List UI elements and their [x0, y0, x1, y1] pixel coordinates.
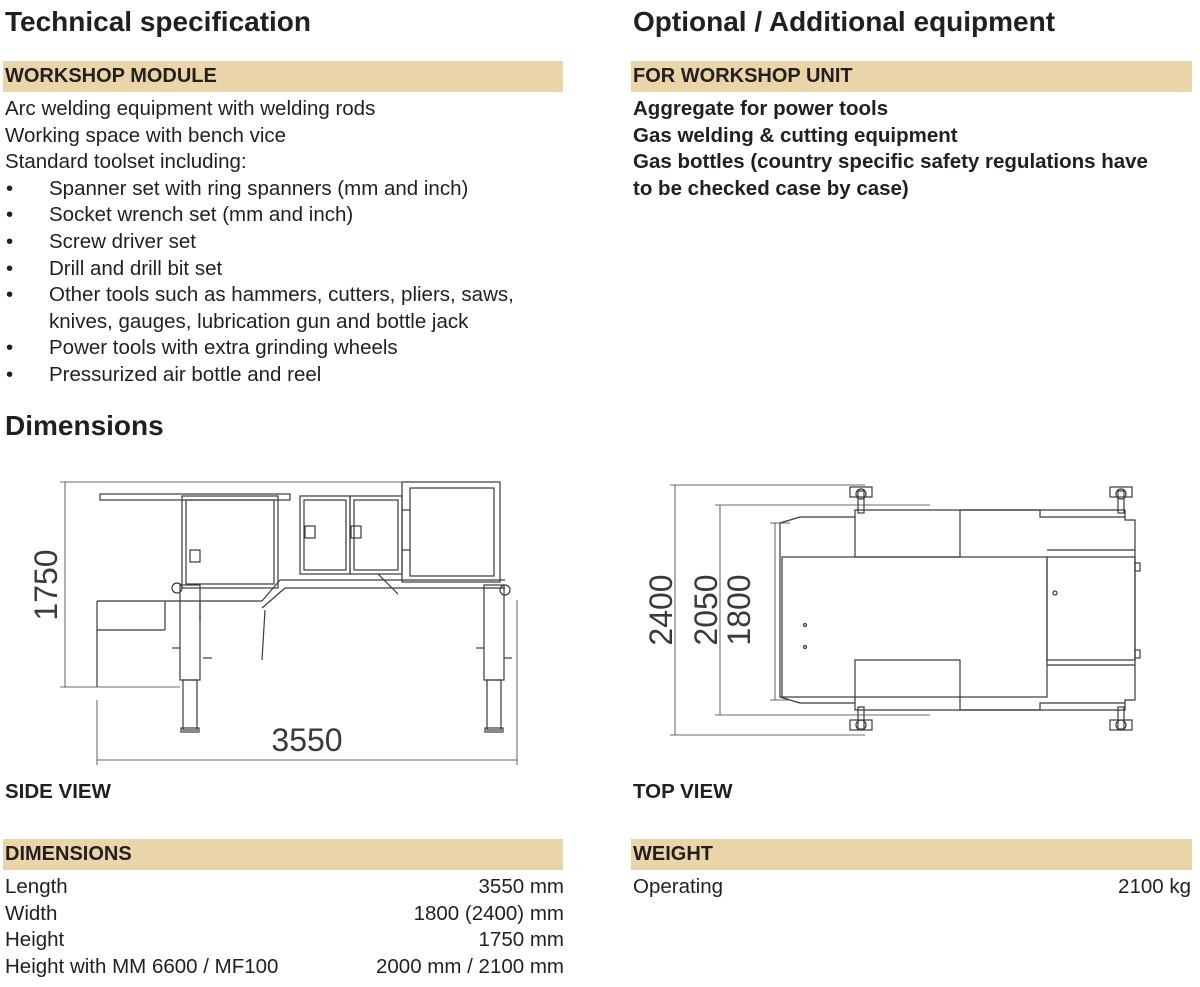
list-item-text: Socket wrench set (mm and inch) — [49, 203, 354, 227]
dimensions-table-header: DIMENSIONS — [3, 839, 563, 870]
list-item-text: Spanner set with ring spanners (mm and inch) — [49, 176, 469, 200]
top-width-label-2050: 2050 — [688, 574, 724, 646]
row-label: Height — [5, 928, 65, 952]
equipment-line: Gas welding & cutting equipment — [633, 123, 958, 147]
spec-line: Arc welding equipment with welding rods — [5, 97, 376, 120]
table-row — [5, 954, 564, 981]
table-row — [5, 927, 564, 954]
list-item — [5, 282, 565, 309]
equipment-line: to be checked case by case) — [633, 176, 909, 200]
bullet: • — [6, 283, 14, 307]
side-height-label: 1750 — [28, 549, 64, 621]
side-view-drawing — [0, 470, 560, 770]
optional-equipment-content — [633, 96, 1195, 202]
list-item — [5, 176, 565, 203]
row-value: 2000 mm / 2100 mm — [376, 954, 564, 978]
bullet: • — [6, 336, 14, 360]
equipment-line: Gas bottles (country specific safety regulations have — [633, 150, 1148, 174]
list-item-text: Other tools such as hammers, cutters, pliers, saws, — [49, 283, 514, 307]
workshop-module-bar: WORKSHOP MODULE — [3, 61, 563, 92]
side-view-caption: SIDE VIEW — [5, 780, 111, 803]
list-item-text: Screw driver set — [49, 229, 196, 253]
workshop-module-content — [5, 96, 565, 389]
list-item-continuation — [5, 309, 565, 336]
list-item — [5, 256, 565, 283]
bullet: • — [6, 362, 14, 386]
row-label: Height with MM 6600 / MF100 — [5, 954, 279, 978]
table-row — [5, 874, 564, 901]
row-label: Operating — [633, 875, 724, 898]
list-item-text: Drill and drill bit set — [49, 256, 223, 280]
dimensions-heading: Dimensions — [5, 410, 164, 441]
equipment-line: Aggregate for power tools — [633, 97, 889, 120]
top-width-label-1800: 1800 — [721, 574, 757, 646]
row-value: 1800 (2400) mm — [413, 901, 564, 925]
bullet: • — [6, 256, 14, 280]
technical-specification-title: Technical specification — [5, 6, 312, 37]
row-value: 3550 mm — [478, 875, 564, 898]
for-workshop-unit-bar: FOR WORKSHOP UNIT — [631, 61, 1192, 92]
top-width-label-2400: 2400 — [643, 574, 679, 646]
bullet: • — [6, 229, 14, 253]
row-label: Length — [5, 875, 68, 898]
weight-table-header: WEIGHT — [631, 839, 1192, 870]
row-label: Width — [5, 901, 58, 925]
weight-table — [633, 874, 1191, 901]
optional-equipment-title: Optional / Additional equipment — [633, 6, 1056, 37]
list-item — [5, 202, 565, 229]
spec-line: Standard toolset including: — [5, 150, 247, 174]
list-item — [5, 335, 565, 362]
row-value: 1750 mm — [478, 928, 564, 952]
list-item — [5, 229, 565, 256]
list-item — [5, 362, 565, 389]
row-value: 2100 kg — [1118, 875, 1191, 898]
top-view-drawing — [630, 475, 1200, 745]
bullet: • — [6, 176, 14, 200]
list-item-text: Pressurized air bottle and reel — [49, 362, 322, 386]
table-row — [5, 901, 564, 928]
dimensions-table — [5, 874, 564, 980]
bullet: • — [6, 203, 14, 227]
top-view-caption: TOP VIEW — [633, 780, 733, 803]
list-item-text: Power tools with extra grinding wheels — [49, 336, 398, 360]
spec-line: Working space with bench vice — [5, 123, 287, 147]
side-length-label: 3550 — [271, 722, 343, 758]
toolset-list — [5, 176, 565, 389]
list-item-text: knives, gauges, lubrication gun and bottle jack — [49, 309, 469, 333]
table-row — [633, 874, 1191, 901]
